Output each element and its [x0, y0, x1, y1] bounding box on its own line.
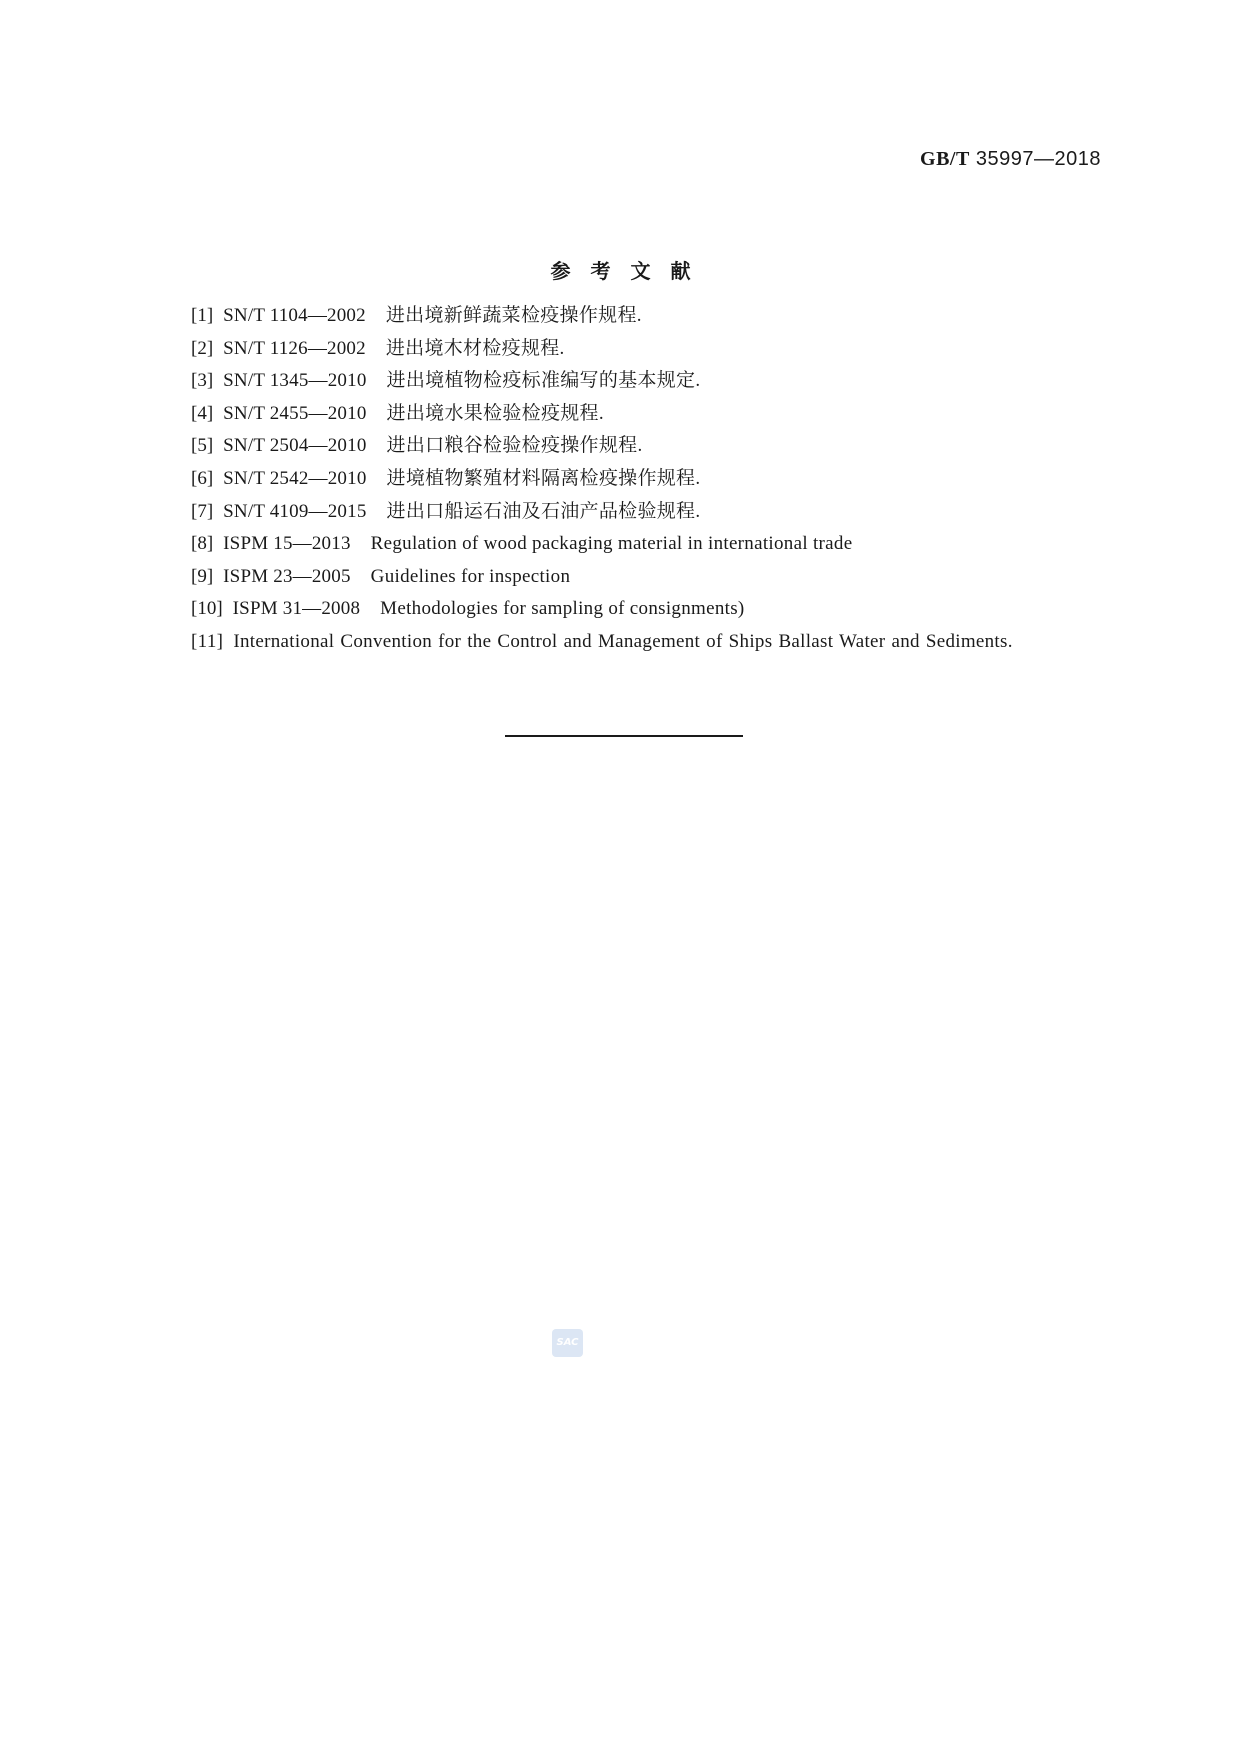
reference-title: 进出口船运石油及石油产品检验规程.: [386, 500, 701, 522]
reference-title: Regulation of wood packaging material in international trade: [370, 533, 853, 555]
document-code-prefix: GB/T: [920, 148, 970, 170]
reference-number: [6]: [191, 467, 214, 489]
section-title: 参考文献: [550, 259, 711, 283]
document-code: [920, 148, 1101, 171]
reference-item: [148, 528, 1103, 561]
reference-code: SN/T 2455—2010: [223, 402, 367, 424]
reference-number: [8]: [191, 533, 214, 555]
reference-title: Methodologies for sampling of consignments): [380, 598, 745, 620]
reference-item: [148, 398, 1103, 431]
reference-code: ISPM 31—2008: [232, 598, 361, 620]
reference-item: [148, 561, 1103, 594]
reference-number: [4]: [191, 402, 214, 424]
reference-item: [148, 496, 1103, 529]
reference-item: [148, 626, 1103, 659]
reference-code: ISPM 23—2005: [223, 565, 351, 587]
reference-item: [148, 430, 1103, 463]
reference-code: SN/T 1345—2010: [223, 370, 367, 392]
reference-title: 进出口粮谷检验检疫操作规程.: [386, 435, 643, 457]
reference-number: [9]: [191, 565, 214, 587]
reference-title: International Convention for the Control and Management of Ships Ballast Water and Sediments.: [233, 630, 1013, 652]
end-divider: [505, 735, 743, 737]
reference-title: 进境植物繁殖材料隔离检疫操作规程.: [386, 467, 701, 489]
reference-title: Guidelines for inspection: [370, 565, 571, 587]
reference-number: [1]: [191, 305, 214, 326]
reference-list: [148, 300, 1103, 659]
reference-item: [148, 365, 1103, 398]
reference-code: SN/T 2542—2010: [223, 467, 367, 489]
reference-code: SN/T 2504—2010: [223, 435, 367, 457]
reference-item: [148, 463, 1103, 496]
reference-title: 进出境木材检疫规程.: [385, 337, 565, 359]
reference-title: 进出境新鲜蔬菜检疫操作规程.: [385, 305, 642, 326]
reference-item: [148, 593, 1103, 626]
reference-number: [11]: [191, 630, 224, 652]
reference-item: [148, 333, 1103, 366]
reference-item: [148, 300, 1103, 333]
reference-code: SN/T 4109—2015: [223, 500, 367, 522]
reference-number: [10]: [191, 598, 223, 620]
reference-number: [7]: [191, 500, 214, 522]
reference-code: SN/T 1104—2002: [223, 305, 366, 326]
reference-number: [5]: [191, 435, 214, 457]
reference-title: 进出境植物检疫标准编写的基本规定.: [386, 370, 701, 392]
reference-number: [2]: [191, 337, 214, 359]
reference-title: 进出境水果检验检疫规程.: [386, 402, 604, 424]
document-code-number: 35997—2018: [975, 148, 1101, 170]
reference-code: SN/T 1126—2002: [223, 337, 366, 359]
reference-code: ISPM 15—2013: [223, 533, 351, 555]
reference-number: [3]: [191, 370, 214, 392]
sac-logo-icon: SAC: [552, 1329, 583, 1357]
